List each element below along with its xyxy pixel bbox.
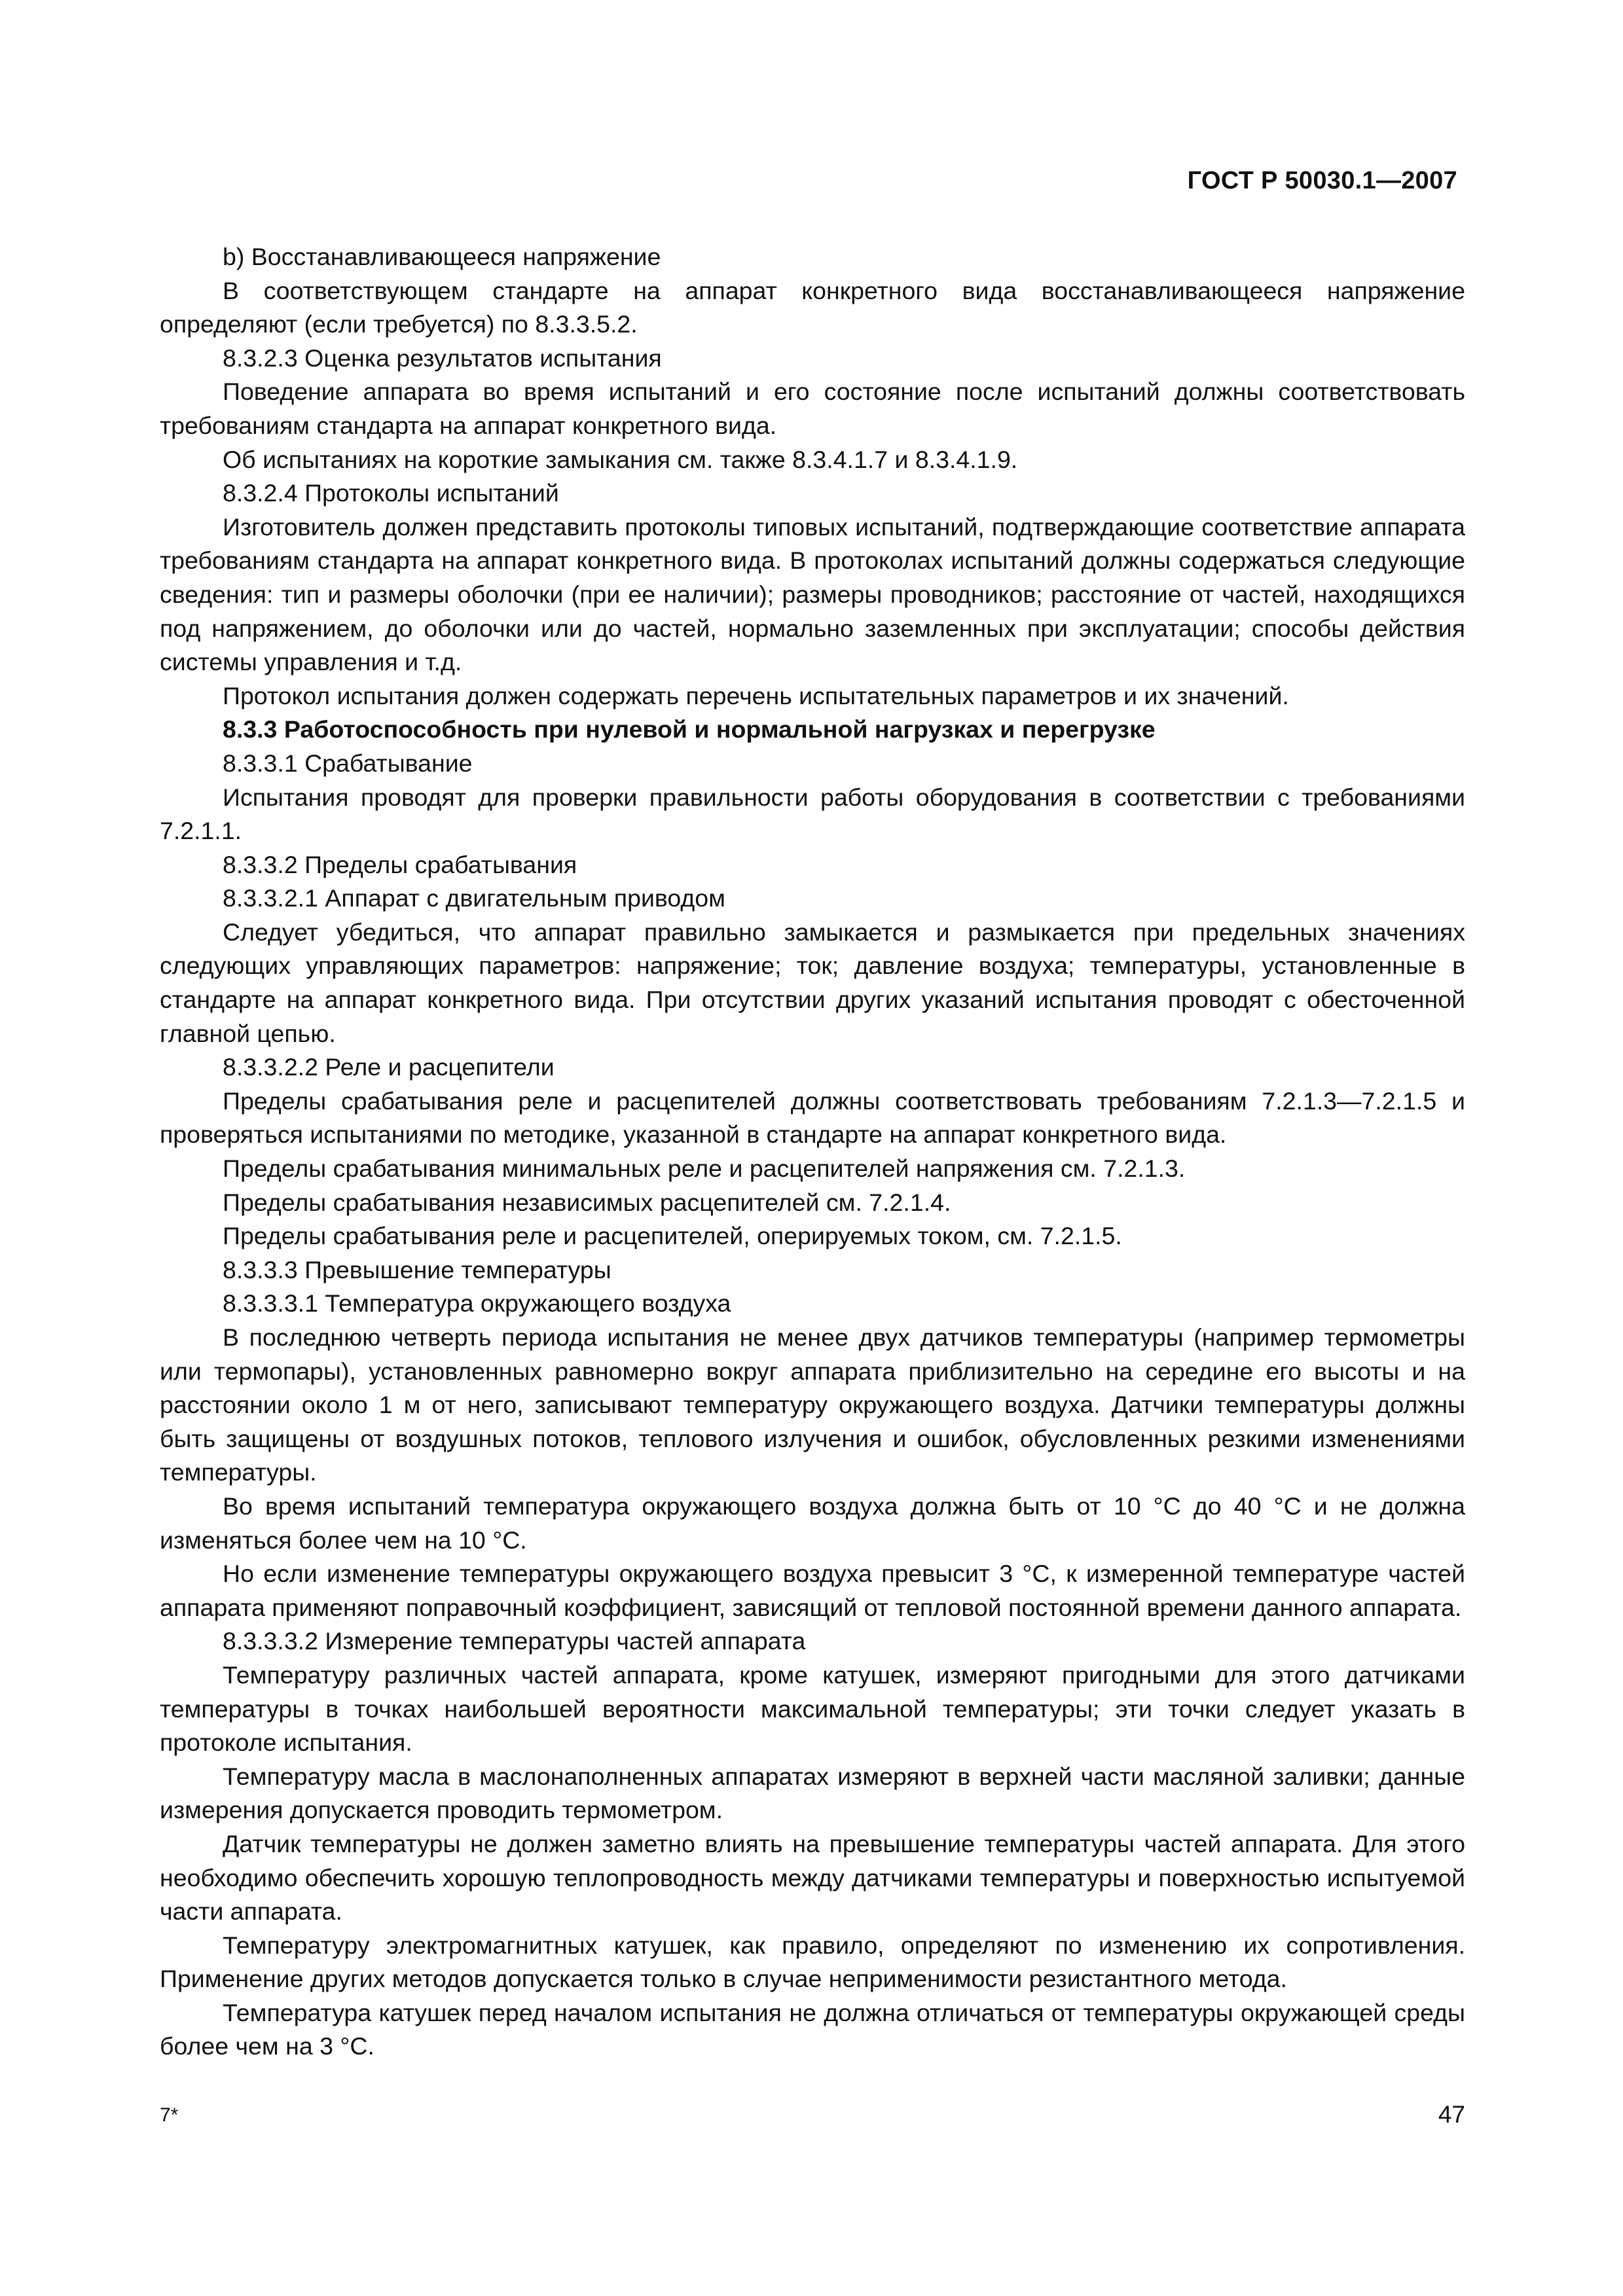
body-paragraph: Об испытаниях на короткие замыкания см. также 8.3.4.1.7 и 8.3.4.1.9. <box>223 445 1018 473</box>
subsection-heading-8-3-3-3: 8.3.3.3 Превышение температуры <box>223 1255 611 1283</box>
document-code-header: ГОСТ Р 50030.1—2007 <box>1187 167 1457 194</box>
subsection-heading-8-3-3-3-1: 8.3.3.3.1 Температура окружающего воздуха <box>223 1289 731 1318</box>
body-paragraph: В последнюю четверть периода испытания не менее двух датчиков температуры (например термометры или термопары), установленных равномерно вокруг аппарата приблизительно на середине его высоты и на расстоянии около 1 м от него, записывают температуру окружающего воздуха. Датчики температуры должны быть защищены от воздушных потоков, теплового излучения и ошибок, обусловленных резкими изменениями температуры. <box>160 1323 1465 1486</box>
sheet-mark: 7* <box>160 2104 179 2126</box>
body-paragraph: Изготовитель должен представить протоколы типовых испытаний, подтверждающие соответствие аппарата требованиям стандарта на аппарат конкретного вида. В протоколах испытаний должны содержаться следующие сведения: тип и размеры оболочки (при ее наличии); размеры проводников; расстояние от частей, находящихся под напряжением, до оболочки или до частей, нормально заземленных при эксплуатации; способы действия системы управления и т.д. <box>160 512 1465 676</box>
body-paragraph: Температура катушек перед началом испытания не должна отличаться от температуры окружающей среды более чем на 3 °С. <box>160 1998 1465 2060</box>
body-paragraph: Но если изменение температуры окружающего воздуха превысит 3 °С, к измеренной температуре частей аппарата применяют поправочный коэффициент, зависящий от тепловой постоянной времени данного аппарата. <box>160 1560 1465 1621</box>
document-body <box>160 240 1465 2064</box>
body-paragraph: Температуру различных частей аппарата, кроме катушек, измеряют пригодными для этого датчиками температуры в точках наибольшей вероятности максимальной температуры; эти точки следует указать в протоколе испытания. <box>160 1660 1465 1757</box>
body-paragraph: В соответствующем стандарте на аппарат конкретного вида восстанавливающееся напряжение определяют (если требуется) по 8.3.3.5.2. <box>160 276 1465 338</box>
body-paragraph: Поведение аппарата во время испытаний и его состояние после испытаний должны соответствовать требованиям стандарта на аппарат конкретного вида. <box>160 378 1465 439</box>
body-paragraph: Пределы срабатывания независимых расцепителей см. 7.2.1.4. <box>223 1188 951 1216</box>
body-paragraph: Пределы срабатывания минимальных реле и расцепителей напряжения см. 7.2.1.3. <box>223 1155 1186 1183</box>
page-number: 47 <box>1438 2101 1465 2128</box>
subsection-heading-8-3-3-2-2: 8.3.3.2.2 Реле и расцепители <box>223 1053 555 1081</box>
list-item-b-heading: b) Восстанавливающееся напряжение <box>223 243 661 270</box>
body-paragraph: Температуру электромагнитных катушек, как правило, определяют по изменению их сопротивления. Применение других методов допускается только в случае неприменимости резистантного метода. <box>160 1931 1465 1993</box>
body-paragraph: Испытания проводят для проверки правильности работы оборудования в соответствии с требованиями 7.2.1.1. <box>160 783 1465 845</box>
subsection-heading-8-3-3-2-1: 8.3.3.2.1 Аппарат с двигательным приводом <box>223 884 725 912</box>
body-paragraph: Пределы срабатывания реле и расцепителей должны соответствовать требованиям 7.2.1.3—7.2.1.5 и проверяться испытаниями по методике, указанной в стандарте на аппарат конкретного вида. <box>160 1086 1465 1149</box>
body-paragraph: Протокол испытания должен содержать перечень испытательных параметров и их значений. <box>223 681 1289 709</box>
body-paragraph: Следует убедиться, что аппарат правильно замыкается и размыкается при предельных значениях следующих управляющих параметров: напряжение; ток; давление воздуха; температуры, установленные в стандарте на аппарат конкретного вида. При отсутствии других указаний испытания проводят с обесточенной главной цепью. <box>160 918 1465 1047</box>
body-paragraph: Температуру масла в маслонаполненных аппаратах измеряют в верхней части масляной заливки; данные измерения допускается проводить термометром. <box>160 1762 1465 1824</box>
subsection-heading-8-3-2-4: 8.3.2.4 Протоколы испытаний <box>223 479 559 507</box>
subsection-heading-8-3-3-3-2: 8.3.3.3.2 Измерение температуры частей аппарата <box>223 1627 806 1655</box>
subsection-heading-8-3-3-1: 8.3.3.1 Срабатывание <box>223 749 473 777</box>
body-paragraph: Во время испытаний температура окружающего воздуха должна быть от 10 °С до 40 °С и не должна изменяться более чем на 10 °С. <box>160 1492 1465 1554</box>
body-paragraph: Пределы срабатывания реле и расцепителей, оперируемых током, см. 7.2.1.5. <box>223 1222 1122 1250</box>
section-heading-8-3-3: 8.3.3 Работоспособность при нулевой и нормальной нагрузках и перегрузке <box>223 715 1156 744</box>
body-paragraph: Датчик температуры не должен заметно влиять на превышение температуры частей аппарата. Для этого необходимо обеспечить хорошую теплопроводность между датчиками температуры и поверхностью испытуемой части аппарата. <box>160 1829 1465 1926</box>
subsection-heading-8-3-2-3: 8.3.2.3 Оценка результатов испытания <box>223 344 662 372</box>
subsection-heading-8-3-3-2: 8.3.3.2 Пределы срабатывания <box>223 850 577 878</box>
